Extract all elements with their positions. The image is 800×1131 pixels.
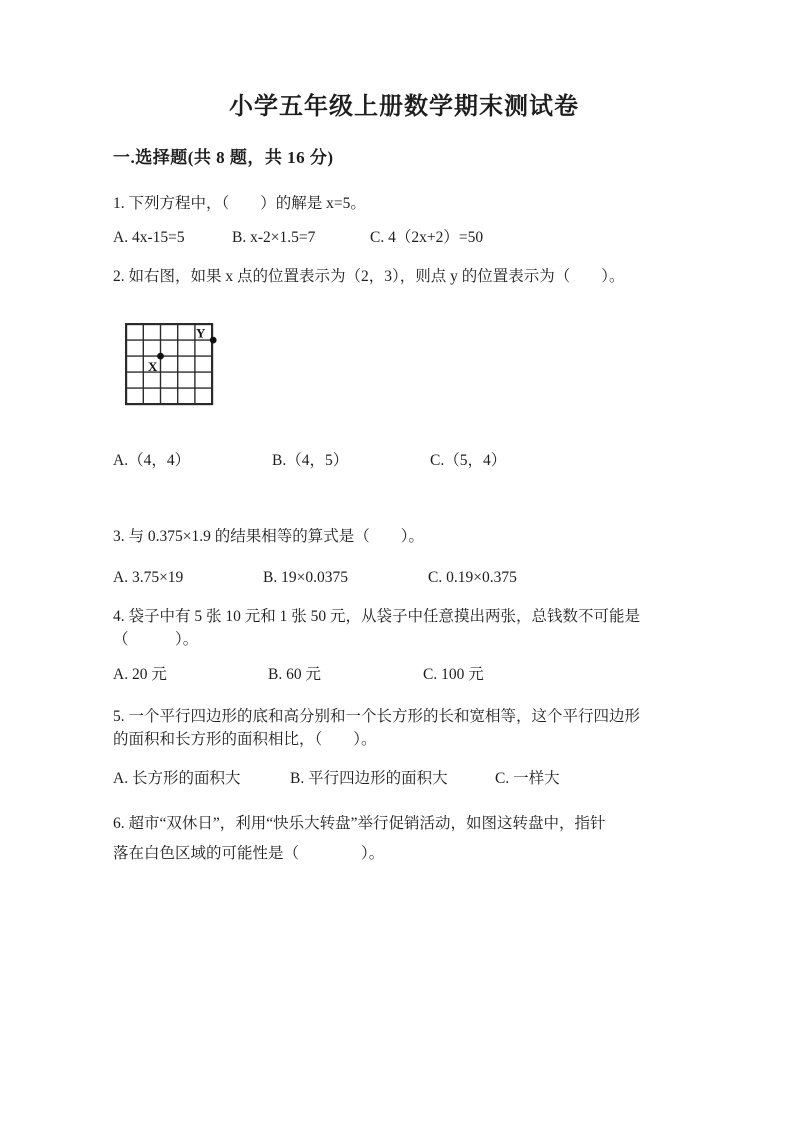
question-4-text <box>113 605 695 651</box>
question-2 <box>113 265 695 472</box>
question-4-option-b: B. 60 元 <box>268 666 321 683</box>
question-5-option-a: A. 长方形的面积大 <box>113 770 241 787</box>
question-1-option-a: A. 4x-15=5 <box>113 229 185 246</box>
question-1-options <box>113 226 695 249</box>
question-4-option-a: A. 20 元 <box>113 666 167 683</box>
question-1-option-c: C. 4（2x+2）=50 <box>370 229 484 246</box>
question-1-option-b: B. x-2×1.5=7 <box>232 229 316 246</box>
point-y-label: Y <box>196 325 206 341</box>
question-4 <box>113 605 695 686</box>
coordinate-grid-figure <box>125 323 695 407</box>
point-x-dot <box>157 353 164 360</box>
question-3-option-a: A. 3.75×19 <box>113 569 184 586</box>
question-6-line-2: 落在白色区域的可能性是（ ）。 <box>113 845 385 862</box>
question-3-option-b: B. 19×0.0375 <box>263 569 348 586</box>
question-2-text: 2. 如右图，如果 x 点的位置表示为（2，3），则点 y 的位置表示为（ ）。 <box>113 268 625 285</box>
question-4-line-1: 4. 袋子中有 5 张 10 元和 1 张 50 元，从袋子中任意摸出两张，总钱数不可能是 <box>113 608 641 625</box>
point-x-label: X <box>148 359 158 374</box>
question-3-option-c: C. 0.19×0.375 <box>428 569 517 586</box>
point-y-dot <box>210 337 217 344</box>
question-2-option-a: A.（4，4） <box>113 452 191 469</box>
question-2-option-c: C.（5，4） <box>430 452 507 469</box>
question-5-option-b: B. 平行四边形的面积大 <box>290 770 448 787</box>
question-1 <box>113 192 695 249</box>
question-3 <box>113 525 695 589</box>
question-5-option-c: C. 一样大 <box>495 770 560 787</box>
question-6-text <box>113 809 695 869</box>
question-5-text <box>113 705 695 751</box>
question-2-option-b: B.（4，5） <box>272 452 349 469</box>
page-title: 小学五年级上册数学期末测试卷 <box>229 94 579 120</box>
question-1-text: 1. 下列方程中，（ ）的解是 x=5。 <box>113 195 366 212</box>
question-6-line-1: 6. 超市“双休日”，利用“快乐大转盘”举行促销活动，如图这转盘中，指针 <box>113 815 606 832</box>
question-3-options <box>113 566 695 589</box>
question-4-option-c: C. 100 元 <box>423 666 484 683</box>
question-4-options <box>113 663 695 686</box>
coordinate-grid-svg <box>125 323 219 407</box>
question-6 <box>113 809 695 869</box>
question-4-line-2: （ ）。 <box>113 631 199 648</box>
question-3-text: 3. 与 0.375×1.9 的结果相等的算式是（ ）。 <box>113 528 424 545</box>
question-5-options <box>113 767 695 790</box>
question-2-options <box>113 449 695 472</box>
question-5-line-1: 5. 一个平行四边形的底和高分别和一个长方形的长和宽相等，这个平行四边形 <box>113 708 641 725</box>
question-5-line-2: 的面积和长方形的面积相比，（ ）。 <box>113 731 377 748</box>
question-5 <box>113 705 695 790</box>
section-heading: 一.选择题(共 8 题，共 16 分) <box>113 148 334 167</box>
